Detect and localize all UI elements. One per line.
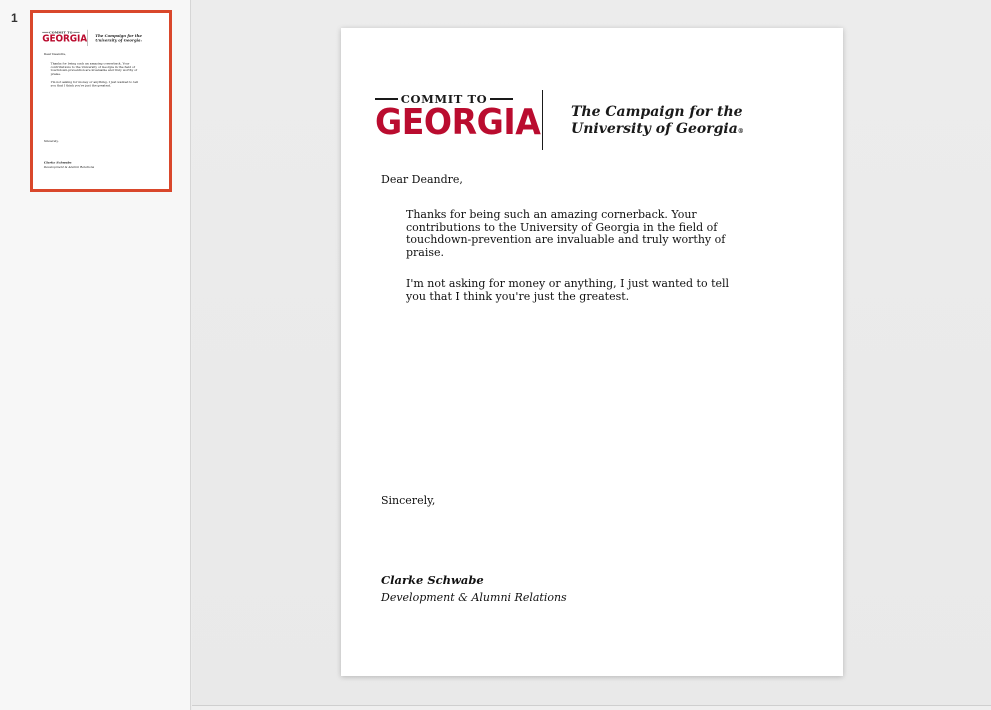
- letter-paragraph: I'm not asking for money or anything, I just wanted to tell you that I think you're just the greatest.: [406, 277, 730, 303]
- letter-paragraph: Thanks for being such an amazing cornerback. Your contributions to the University of Georgia in the field of touchdown-prevention are invaluable and truly worthy of praise.: [50, 61, 138, 76]
- logo-commit-to-text: COMMIT TO: [400, 92, 488, 106]
- page-thumbnail-1[interactable]: [30, 10, 172, 192]
- registered-mark: ®: [140, 40, 143, 42]
- tagline-line-1: The Campaign for the: [571, 104, 743, 120]
- tagline-line-2: University of Georgia: [95, 38, 141, 43]
- logo-georgia-text: GEORGIA: [375, 102, 541, 143]
- logo-tagline: [571, 104, 744, 140]
- tagline-line-1: The Campaign for the: [95, 33, 142, 38]
- signature-name: Clarke Schwabe: [43, 160, 72, 165]
- logo-commit-to-text: COMMIT TO: [49, 30, 73, 35]
- canvas-bottom-edge: [192, 705, 991, 710]
- letter-page[interactable]: [341, 28, 843, 676]
- letter-closing: Sincerely,: [43, 139, 59, 143]
- letter-paragraph: Thanks for being such an amazing cornerback. Your contributions to the University of Georgia in the field of touchdown-prevention are invaluable and truly worthy of praise.: [406, 208, 726, 259]
- signature-title: Development & Alumni Relations: [381, 591, 567, 604]
- signature-name: Clarke Schwabe: [381, 573, 484, 587]
- tagline-line-2: University of Georgia: [571, 121, 738, 137]
- logo-divider: [542, 90, 543, 150]
- letter-salutation: Dear Deandre,: [43, 52, 67, 56]
- page-thumbnail-sidebar: [0, 0, 191, 710]
- thumbnail-logo: [42, 30, 145, 47]
- letter-salutation: Dear Deandre,: [381, 173, 463, 186]
- page-number-label: 1: [11, 11, 18, 25]
- logo-georgia-text: GEORGIA: [42, 33, 88, 45]
- logo-tagline: [95, 34, 142, 44]
- thumbnail-page-content: [33, 13, 169, 189]
- registered-mark: ®: [737, 128, 744, 135]
- letter-closing: Sincerely,: [381, 494, 436, 507]
- signature-title: Development & Alumni Relations: [43, 165, 95, 170]
- letter-paragraph: I'm not asking for money or anything, I just wanted to tell you that I think you're just the greatest.: [50, 80, 139, 88]
- campaign-logo: [375, 90, 755, 152]
